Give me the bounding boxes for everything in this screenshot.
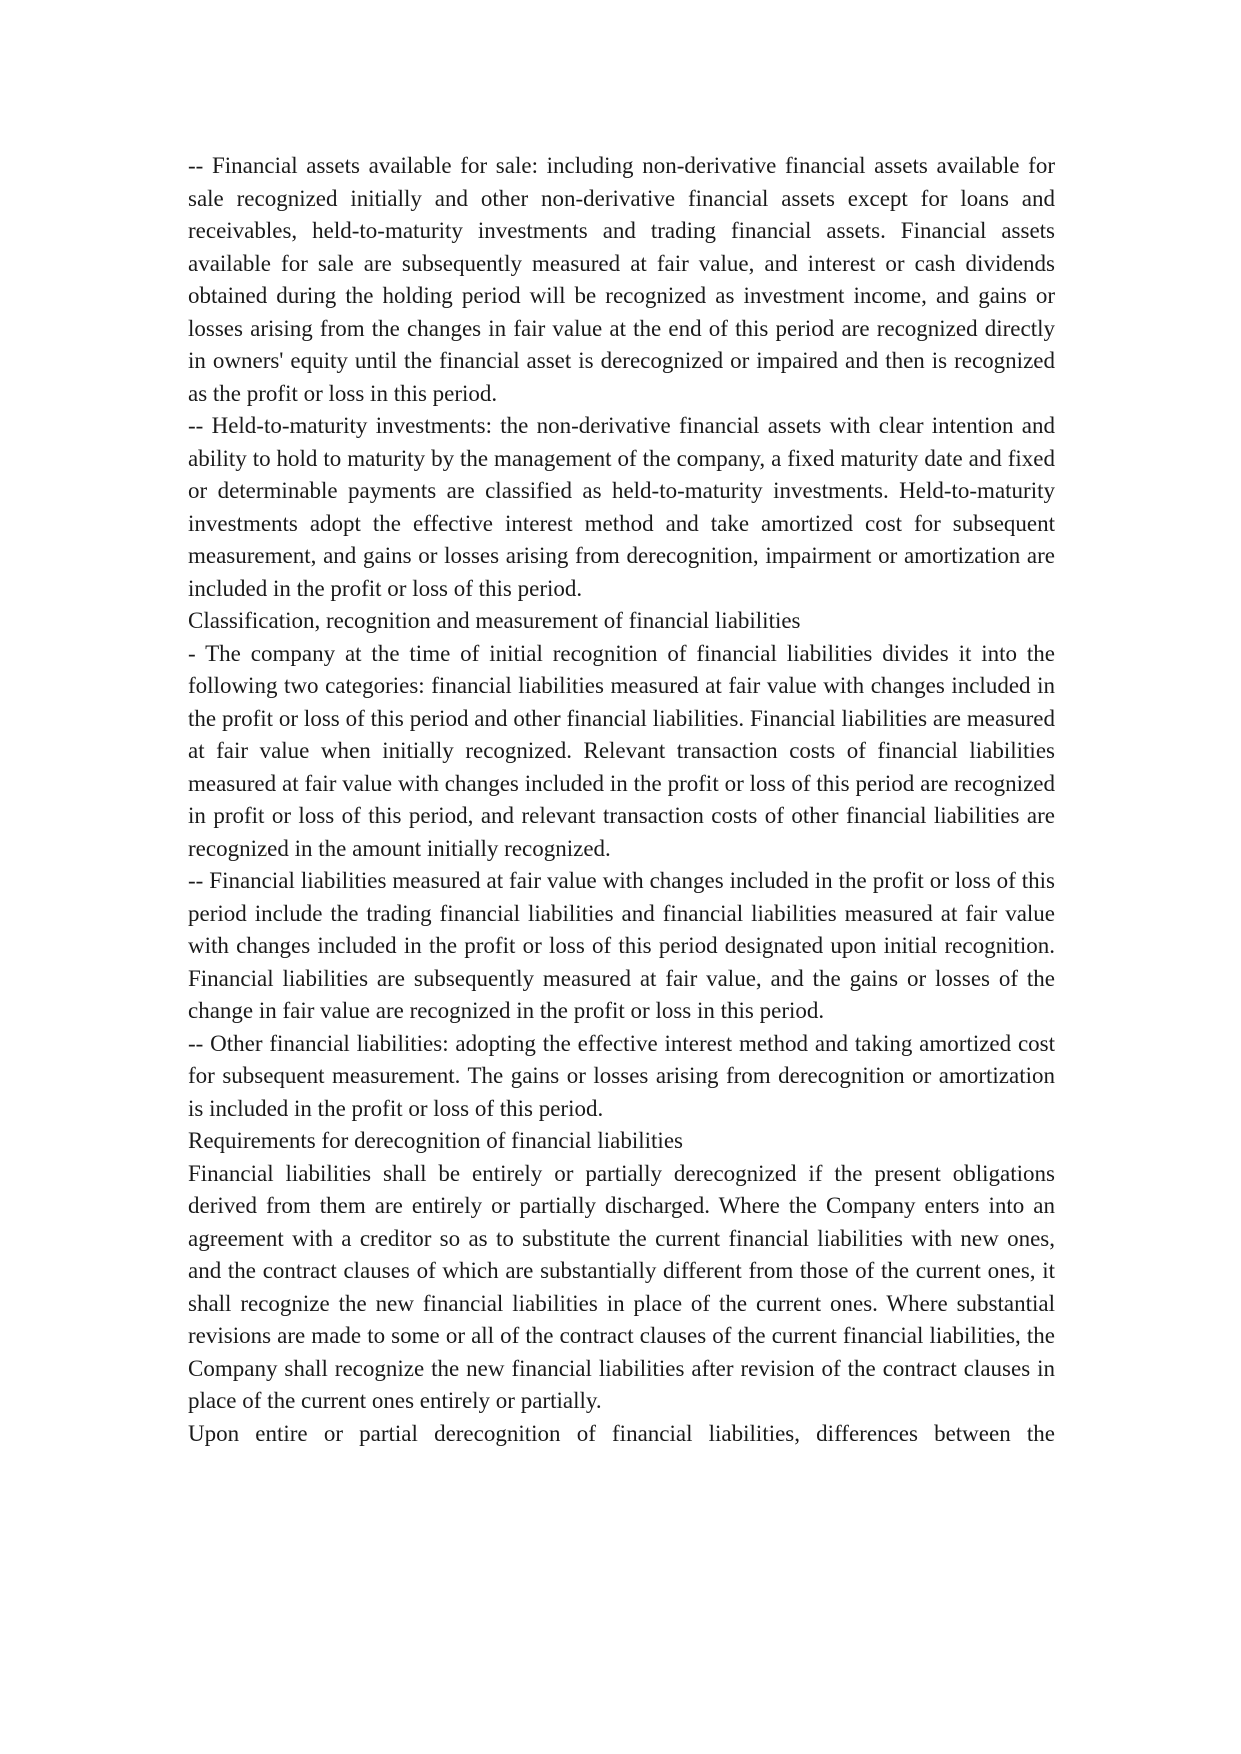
paragraph-liabilities-fair-value: -- Financial liabilities measured at fair value with changes included in the profit or loss of this period include the trading financial liabilities and financial liabilities measured at fair value with changes included in the profit or loss of this period designated upon initial recognition. Financial liabilities are subsequently measured at fair value, and the gains or losses of the change in fair value are recognized in the profit or loss in this period. — [188, 868, 1055, 1023]
heading-financial-liabilities-classification: Classification, recognition and measurement of financial liabilities — [188, 608, 801, 633]
paragraph-upon-derecognition: Upon entire or partial derecognition of financial liabilities, differences between the — [188, 1420, 1055, 1446]
paragraph-available-for-sale: -- Financial assets available for sale: including non-derivative financial assets available for sale recognized initially and other non-derivative financial assets except for loans and receivables, held-to-maturity investments and trading financial assets. Financial assets available for sale are subsequently measured at fair value, and interest or cash dividends obtained during the holding period will be recognized as investment income, and gains or losses arising from the changes in fair value at the end of this period are recognized directly in owners' equity until the financial asset is derecognized or impaired and then is recognized as the profit or loss in this period. — [188, 153, 1055, 406]
heading-derecognition-requirements: Requirements for derecognition of financial liabilities — [188, 1128, 683, 1153]
paragraph-liabilities-categories: - The company at the time of initial recognition of financial liabilities divides it into the following two categories: financial liabilities measured at fair value with changes included in the profit or loss of this period and other financial liabilities. Financial liabilities are measured at fair value when initially recognized. Relevant transaction costs of financial liabilities measured at fair value with changes included in the profit or loss of this period are recognized in profit or loss of this period, and relevant transaction costs of other financial liabilities are recognized in the amount initially recognized. — [188, 640, 1055, 861]
paragraph-derecognition: Financial liabilities shall be entirely or partially derecognized if the present obligations derived from them are entirely or partially discharged. Where the Company enters into an agreement with a creditor so as to substitute the current financial liabilities with new ones, and the contract clauses of which are substantially different from those of the current ones, it shall recognize the new financial liabilities in place of the current ones. Where substantial revisions are made to some or all of the contract clauses of the current financial liabilities, the Company shall recognize the new financial liabilities after revision of the contract clauses in place of the current ones entirely or partially. — [188, 1160, 1055, 1413]
body-text — [188, 150, 1055, 1450]
paragraph-held-to-maturity: -- Held-to-maturity investments: the non-derivative financial assets with clear intention and ability to hold to maturity by the management of the company, a fixed maturity date and fixed or determinable payments are classified as held-to-maturity investments. Held-to-maturity investments adopt the effective interest method and take amortized cost for subsequent measurement, and gains or losses arising from derecognition, impairment or amortization are included in the profit or loss of this period. — [188, 413, 1055, 601]
paragraph-other-liabilities: -- Other financial liabilities: adopting the effective interest method and taking amortized cost for subsequent measurement. The gains or losses arising from derecognition or amortization is included in the profit or loss of this period. — [188, 1030, 1055, 1121]
